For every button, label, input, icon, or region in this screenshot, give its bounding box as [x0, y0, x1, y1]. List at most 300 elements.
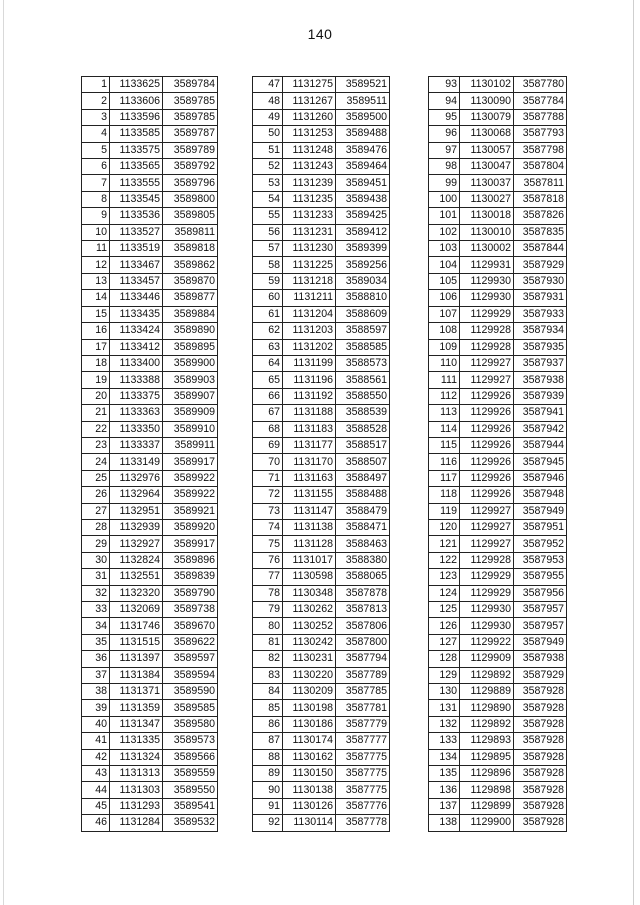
x-coordinate-cell: 1129900	[460, 815, 514, 831]
x-coordinate-cell: 1129930	[460, 273, 514, 289]
point-number-cell: 89	[253, 766, 283, 782]
table-row	[253, 93, 390, 109]
y-coordinate-cell: 3589670	[163, 618, 218, 634]
point-number-cell: 27	[82, 503, 110, 519]
point-number-cell: 134	[429, 749, 460, 765]
point-number-cell: 24	[82, 454, 110, 470]
y-coordinate-cell: 3587938	[514, 372, 567, 388]
y-coordinate-cell: 3589464	[336, 159, 390, 175]
y-coordinate-cell: 3589425	[336, 208, 390, 224]
x-coordinate-cell: 1131235	[283, 191, 336, 207]
y-coordinate-cell: 3589884	[163, 306, 218, 322]
table-row	[253, 798, 390, 814]
x-coordinate-cell: 1129927	[460, 519, 514, 535]
point-number-cell: 31	[82, 569, 110, 585]
x-coordinate-cell: 1133596	[110, 109, 163, 125]
table-row	[253, 323, 390, 339]
x-coordinate-cell: 1131515	[110, 634, 163, 650]
y-coordinate-cell: 3587944	[514, 437, 567, 453]
x-coordinate-cell: 1133536	[110, 208, 163, 224]
x-coordinate-cell: 1133388	[110, 372, 163, 388]
x-coordinate-cell: 1131284	[110, 815, 163, 831]
y-coordinate-cell: 3587778	[336, 815, 390, 831]
point-number-cell: 9	[82, 208, 110, 224]
y-coordinate-cell: 3588539	[336, 405, 390, 421]
point-number-cell: 100	[429, 191, 460, 207]
x-coordinate-cell: 1131188	[283, 405, 336, 421]
table-row	[429, 569, 567, 585]
point-number-cell: 124	[429, 585, 460, 601]
point-number-cell: 136	[429, 782, 460, 798]
y-coordinate-cell: 3587941	[514, 405, 567, 421]
table-row	[429, 323, 567, 339]
x-coordinate-cell: 1131239	[283, 175, 336, 191]
point-number-cell: 14	[82, 290, 110, 306]
y-coordinate-cell: 3588561	[336, 372, 390, 388]
table-row	[429, 339, 567, 355]
y-coordinate-cell: 3587818	[514, 191, 567, 207]
table-row	[253, 585, 390, 601]
point-number-cell: 42	[82, 749, 110, 765]
x-coordinate-cell: 1130598	[283, 569, 336, 585]
y-coordinate-cell: 3588463	[336, 536, 390, 552]
y-coordinate-cell: 3587811	[514, 175, 567, 191]
x-coordinate-cell: 1133337	[110, 437, 163, 453]
table-row	[429, 224, 567, 240]
x-coordinate-cell: 1133424	[110, 323, 163, 339]
point-number-cell: 60	[253, 290, 283, 306]
x-coordinate-cell: 1130242	[283, 634, 336, 650]
y-coordinate-cell: 3587945	[514, 454, 567, 470]
point-number-cell: 102	[429, 224, 460, 240]
table-row	[82, 602, 218, 618]
point-number-cell: 79	[253, 602, 283, 618]
y-coordinate-cell: 3587789	[336, 667, 390, 683]
y-coordinate-cell: 3588488	[336, 487, 390, 503]
coordinates-table-2	[252, 76, 390, 832]
y-coordinate-cell: 3588550	[336, 388, 390, 404]
point-number-cell: 92	[253, 815, 283, 831]
table-row	[253, 552, 390, 568]
point-number-cell: 81	[253, 634, 283, 650]
table-row	[429, 208, 567, 224]
table-row	[82, 290, 218, 306]
y-coordinate-cell: 3589805	[163, 208, 218, 224]
y-coordinate-cell: 3589590	[163, 684, 218, 700]
scan-edge-right	[633, 0, 634, 905]
y-coordinate-cell: 3589594	[163, 667, 218, 683]
x-coordinate-cell: 1132069	[110, 602, 163, 618]
y-coordinate-cell: 3589877	[163, 290, 218, 306]
y-coordinate-cell: 3588609	[336, 306, 390, 322]
table-row	[253, 487, 390, 503]
x-coordinate-cell: 1130252	[283, 618, 336, 634]
table-row	[82, 454, 218, 470]
y-coordinate-cell: 3587813	[336, 602, 390, 618]
x-coordinate-cell: 1130198	[283, 700, 336, 716]
point-number-cell: 22	[82, 421, 110, 437]
table-row	[429, 405, 567, 421]
y-coordinate-cell: 3589811	[163, 224, 218, 240]
y-coordinate-cell: 3589488	[336, 126, 390, 142]
table-row	[253, 126, 390, 142]
coordinates-table-1	[81, 76, 218, 832]
y-coordinate-cell: 3589839	[163, 569, 218, 585]
y-coordinate-cell: 3589532	[163, 815, 218, 831]
point-number-cell: 8	[82, 191, 110, 207]
x-coordinate-cell: 1132951	[110, 503, 163, 519]
x-coordinate-cell: 1130090	[460, 93, 514, 109]
y-coordinate-cell: 3587928	[514, 684, 567, 700]
table-row	[429, 815, 567, 831]
table-row	[82, 273, 218, 289]
point-number-cell: 75	[253, 536, 283, 552]
point-number-cell: 121	[429, 536, 460, 552]
y-coordinate-cell: 3587793	[514, 126, 567, 142]
table-row	[82, 306, 218, 322]
table-row	[253, 388, 390, 404]
table-row	[82, 684, 218, 700]
x-coordinate-cell: 1131371	[110, 684, 163, 700]
y-coordinate-cell: 3589921	[163, 503, 218, 519]
y-coordinate-cell: 3589597	[163, 651, 218, 667]
point-number-cell: 106	[429, 290, 460, 306]
table-row	[429, 634, 567, 650]
x-coordinate-cell: 1129927	[460, 536, 514, 552]
table-row	[429, 684, 567, 700]
x-coordinate-cell: 1133467	[110, 257, 163, 273]
point-number-cell: 126	[429, 618, 460, 634]
y-coordinate-cell: 3587928	[514, 815, 567, 831]
y-coordinate-cell: 3587775	[336, 766, 390, 782]
y-coordinate-cell: 3589862	[163, 257, 218, 273]
table-row	[253, 651, 390, 667]
x-coordinate-cell: 1131313	[110, 766, 163, 782]
table-row	[82, 109, 218, 125]
x-coordinate-cell: 1133519	[110, 241, 163, 257]
table-row	[429, 77, 567, 93]
x-coordinate-cell: 1129927	[460, 355, 514, 371]
table-row	[429, 503, 567, 519]
table-row	[429, 437, 567, 453]
y-coordinate-cell: 3589917	[163, 454, 218, 470]
table-row	[82, 93, 218, 109]
y-coordinate-cell: 3589909	[163, 405, 218, 421]
x-coordinate-cell: 1130262	[283, 602, 336, 618]
point-number-cell: 45	[82, 798, 110, 814]
x-coordinate-cell: 1129930	[460, 602, 514, 618]
y-coordinate-cell: 3589911	[163, 437, 218, 453]
x-coordinate-cell: 1131384	[110, 667, 163, 683]
point-number-cell: 11	[82, 241, 110, 257]
x-coordinate-cell: 1131192	[283, 388, 336, 404]
point-number-cell: 138	[429, 815, 460, 831]
y-coordinate-cell: 3589870	[163, 273, 218, 289]
y-coordinate-cell: 3589790	[163, 585, 218, 601]
x-coordinate-cell: 1129890	[460, 700, 514, 716]
x-coordinate-cell: 1129896	[460, 766, 514, 782]
y-coordinate-cell: 3587776	[336, 798, 390, 814]
x-coordinate-cell: 1130348	[283, 585, 336, 601]
y-coordinate-cell: 3588479	[336, 503, 390, 519]
point-number-cell: 109	[429, 339, 460, 355]
y-coordinate-cell: 3587949	[514, 634, 567, 650]
point-number-cell: 54	[253, 191, 283, 207]
x-coordinate-cell: 1129889	[460, 684, 514, 700]
y-coordinate-cell: 3588065	[336, 569, 390, 585]
table-row	[82, 782, 218, 798]
x-coordinate-cell: 1132320	[110, 585, 163, 601]
x-coordinate-cell: 1130138	[283, 782, 336, 798]
point-number-cell: 5	[82, 142, 110, 158]
table-row	[429, 733, 567, 749]
y-coordinate-cell: 3589399	[336, 241, 390, 257]
y-coordinate-cell: 3589896	[163, 552, 218, 568]
y-coordinate-cell: 3589920	[163, 519, 218, 535]
table-row	[429, 536, 567, 552]
point-number-cell: 6	[82, 159, 110, 175]
point-number-cell: 23	[82, 437, 110, 453]
x-coordinate-cell: 1130057	[460, 142, 514, 158]
y-coordinate-cell: 3587777	[336, 733, 390, 749]
y-coordinate-cell: 3587939	[514, 388, 567, 404]
x-coordinate-cell: 1129928	[460, 323, 514, 339]
x-coordinate-cell: 1131303	[110, 782, 163, 798]
x-coordinate-cell: 1131746	[110, 618, 163, 634]
y-coordinate-cell: 3587935	[514, 339, 567, 355]
point-number-cell: 66	[253, 388, 283, 404]
table-row	[82, 191, 218, 207]
x-coordinate-cell: 1132976	[110, 470, 163, 486]
table-row	[253, 569, 390, 585]
x-coordinate-cell: 1131218	[283, 273, 336, 289]
point-number-cell: 55	[253, 208, 283, 224]
table-row	[429, 519, 567, 535]
x-coordinate-cell: 1129928	[460, 552, 514, 568]
table-row	[253, 109, 390, 125]
table-row	[429, 667, 567, 683]
point-number-cell: 119	[429, 503, 460, 519]
table-row	[82, 716, 218, 732]
y-coordinate-cell: 3588810	[336, 290, 390, 306]
y-coordinate-cell: 3589034	[336, 273, 390, 289]
x-coordinate-cell: 1129898	[460, 782, 514, 798]
point-number-cell: 132	[429, 716, 460, 732]
table-row	[82, 634, 218, 650]
point-number-cell: 64	[253, 355, 283, 371]
x-coordinate-cell: 1132824	[110, 552, 163, 568]
table-row	[253, 602, 390, 618]
table-row	[253, 290, 390, 306]
x-coordinate-cell: 1133545	[110, 191, 163, 207]
y-coordinate-cell: 3589917	[163, 536, 218, 552]
x-coordinate-cell: 1130126	[283, 798, 336, 814]
y-coordinate-cell: 3587806	[336, 618, 390, 634]
point-number-cell: 18	[82, 355, 110, 371]
table-row	[82, 667, 218, 683]
x-coordinate-cell: 1131248	[283, 142, 336, 158]
point-number-cell: 4	[82, 126, 110, 142]
table-row	[82, 323, 218, 339]
table-row	[429, 700, 567, 716]
point-number-cell: 117	[429, 470, 460, 486]
table-row	[253, 437, 390, 453]
y-coordinate-cell: 3587933	[514, 306, 567, 322]
y-coordinate-cell: 3587928	[514, 766, 567, 782]
y-coordinate-cell: 3589738	[163, 602, 218, 618]
point-number-cell: 101	[429, 208, 460, 224]
y-coordinate-cell: 3588573	[336, 355, 390, 371]
x-coordinate-cell: 1131293	[110, 798, 163, 814]
x-coordinate-cell: 1129929	[460, 569, 514, 585]
table-row	[82, 766, 218, 782]
x-coordinate-cell: 1131138	[283, 519, 336, 535]
y-coordinate-cell: 3589890	[163, 323, 218, 339]
table-row	[429, 716, 567, 732]
point-number-cell: 137	[429, 798, 460, 814]
y-coordinate-cell: 3589787	[163, 126, 218, 142]
point-number-cell: 107	[429, 306, 460, 322]
x-coordinate-cell: 1131155	[283, 487, 336, 503]
y-coordinate-cell: 3589922	[163, 487, 218, 503]
point-number-cell: 16	[82, 323, 110, 339]
table-row	[253, 355, 390, 371]
table-row	[429, 651, 567, 667]
point-number-cell: 128	[429, 651, 460, 667]
y-coordinate-cell: 3589451	[336, 175, 390, 191]
x-coordinate-cell: 1131203	[283, 323, 336, 339]
point-number-cell: 68	[253, 421, 283, 437]
point-number-cell: 87	[253, 733, 283, 749]
x-coordinate-cell: 1130231	[283, 651, 336, 667]
table-row	[253, 454, 390, 470]
point-number-cell: 36	[82, 651, 110, 667]
x-coordinate-cell: 1131231	[283, 224, 336, 240]
y-coordinate-cell: 3587779	[336, 716, 390, 732]
point-number-cell: 25	[82, 470, 110, 486]
table-row	[82, 159, 218, 175]
point-number-cell: 2	[82, 93, 110, 109]
table-row	[253, 618, 390, 634]
x-coordinate-cell: 1131177	[283, 437, 336, 453]
table-row	[82, 437, 218, 453]
table-row	[429, 93, 567, 109]
x-coordinate-cell: 1133412	[110, 339, 163, 355]
x-coordinate-cell: 1133606	[110, 93, 163, 109]
table-row	[82, 487, 218, 503]
point-number-cell: 15	[82, 306, 110, 322]
point-number-cell: 34	[82, 618, 110, 634]
point-number-cell: 122	[429, 552, 460, 568]
y-coordinate-cell: 3587934	[514, 323, 567, 339]
y-coordinate-cell: 3587928	[514, 733, 567, 749]
point-number-cell: 35	[82, 634, 110, 650]
table-row	[429, 159, 567, 175]
y-coordinate-cell: 3589800	[163, 191, 218, 207]
point-number-cell: 56	[253, 224, 283, 240]
point-number-cell: 80	[253, 618, 283, 634]
table-row	[253, 405, 390, 421]
y-coordinate-cell: 3589784	[163, 77, 218, 93]
point-number-cell: 10	[82, 224, 110, 240]
y-coordinate-cell: 3589476	[336, 142, 390, 158]
y-coordinate-cell: 3587931	[514, 290, 567, 306]
table-row	[253, 273, 390, 289]
table-row	[82, 421, 218, 437]
table-row	[429, 749, 567, 765]
x-coordinate-cell: 1129926	[460, 470, 514, 486]
table-row	[253, 175, 390, 191]
y-coordinate-cell: 3587928	[514, 798, 567, 814]
table-row	[253, 519, 390, 535]
x-coordinate-cell: 1129909	[460, 651, 514, 667]
y-coordinate-cell: 3587952	[514, 536, 567, 552]
point-number-cell: 38	[82, 684, 110, 700]
table-row	[253, 339, 390, 355]
point-number-cell: 47	[253, 77, 283, 93]
table-row	[82, 257, 218, 273]
x-coordinate-cell: 1130037	[460, 175, 514, 191]
point-number-cell: 105	[429, 273, 460, 289]
x-coordinate-cell: 1131253	[283, 126, 336, 142]
point-number-cell: 37	[82, 667, 110, 683]
point-number-cell: 40	[82, 716, 110, 732]
point-number-cell: 26	[82, 487, 110, 503]
table-row	[253, 208, 390, 224]
table-row	[429, 798, 567, 814]
table-row	[253, 257, 390, 273]
y-coordinate-cell: 3587930	[514, 273, 567, 289]
x-coordinate-cell: 1130150	[283, 766, 336, 782]
table-row	[429, 126, 567, 142]
x-coordinate-cell: 1129929	[460, 306, 514, 322]
table-row	[82, 126, 218, 142]
point-number-cell: 20	[82, 388, 110, 404]
y-coordinate-cell: 3588517	[336, 437, 390, 453]
y-coordinate-cell: 3589559	[163, 766, 218, 782]
x-coordinate-cell: 1130174	[283, 733, 336, 749]
table-row	[82, 749, 218, 765]
table-row	[253, 191, 390, 207]
x-coordinate-cell: 1129926	[460, 388, 514, 404]
table-row	[82, 355, 218, 371]
y-coordinate-cell: 3588497	[336, 470, 390, 486]
table-row	[429, 618, 567, 634]
x-coordinate-cell: 1129926	[460, 487, 514, 503]
table-row	[82, 569, 218, 585]
table-row	[429, 585, 567, 601]
point-number-cell: 82	[253, 651, 283, 667]
point-number-cell: 118	[429, 487, 460, 503]
x-coordinate-cell: 1129926	[460, 454, 514, 470]
y-coordinate-cell: 3589541	[163, 798, 218, 814]
x-coordinate-cell: 1133585	[110, 126, 163, 142]
table-row	[429, 290, 567, 306]
point-number-cell: 48	[253, 93, 283, 109]
point-number-cell: 33	[82, 602, 110, 618]
y-coordinate-cell: 3587937	[514, 355, 567, 371]
x-coordinate-cell: 1130162	[283, 749, 336, 765]
point-number-cell: 61	[253, 306, 283, 322]
x-coordinate-cell: 1129927	[460, 503, 514, 519]
y-coordinate-cell: 3589785	[163, 93, 218, 109]
y-coordinate-cell: 3588585	[336, 339, 390, 355]
y-coordinate-cell: 3588597	[336, 323, 390, 339]
y-coordinate-cell: 3589438	[336, 191, 390, 207]
point-number-cell: 57	[253, 241, 283, 257]
y-coordinate-cell: 3589256	[336, 257, 390, 273]
y-coordinate-cell: 3589907	[163, 388, 218, 404]
